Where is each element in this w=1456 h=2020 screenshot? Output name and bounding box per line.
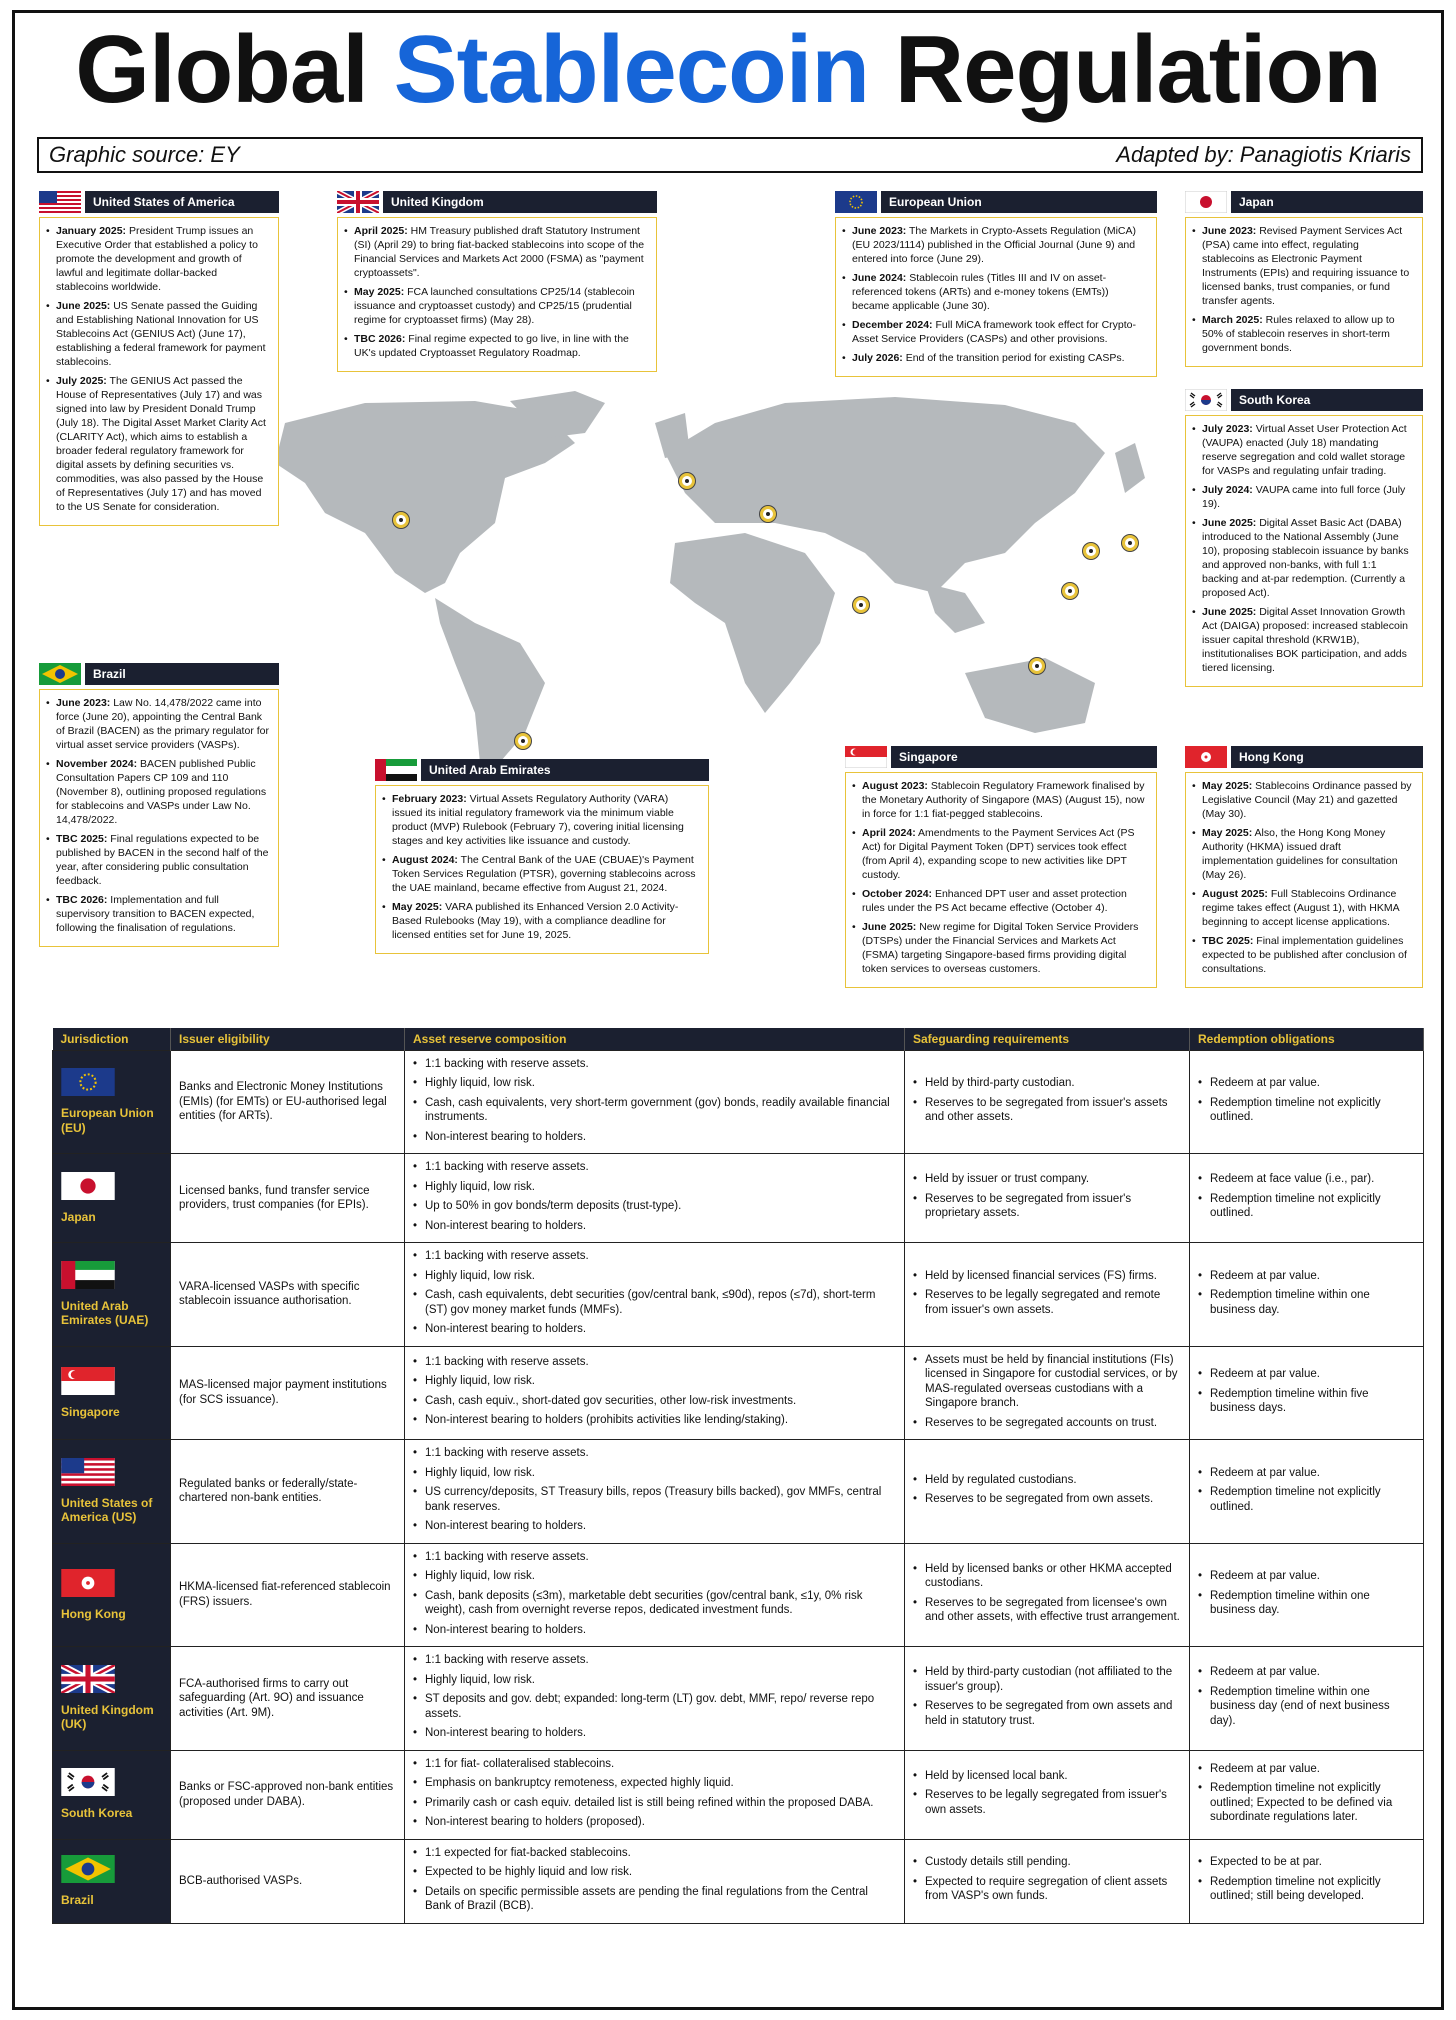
redemption-cell (1190, 1839, 1424, 1923)
list-item: • Redemption timeline not explicitly outlined; Expected to be defined via subordinate regulations later. (1198, 1781, 1415, 1825)
issuer-cell: Licensed banks, fund transfer service providers, trust companies (for EPIs). (171, 1154, 405, 1243)
issuer-cell: FCA-authorised firms to carry out safeguarding (Art. 9O) and issuance activities (Art. 9M). (171, 1647, 405, 1751)
timeline-entry: • TBC 2026: Implementation and full supervisory transition to BACEN expected, following the finalisation of regulations. (46, 893, 270, 935)
timeline-entry: • June 2025: Digital Asset Innovation Growth Act (DAIGA) proposed: increased stablecoin issuer capital threshold (KRW1B), institutionalises BOK participation, and adds tiered licensing. (1192, 605, 1414, 675)
jurisdiction-cell: United Kingdom (UK) (53, 1647, 171, 1751)
list-item: • Redeem at par value. (1198, 1466, 1415, 1481)
timeline-entry: • August 2024: The Central Bank of the UAE (CBUAE)'s Payment Token Services Regulation (PTSR), governing stablecoins across the UAE mainland, became effective from August 21, 2024. (382, 853, 700, 895)
timeline-entry: • June 2023: The Markets in Crypto-Assets Regulation (MiCA) (EU 2023/1114) published in the Official Journal (June 9) and entered into force (June 29). (842, 224, 1148, 266)
column-header: Issuer eligibility (171, 1028, 405, 1050)
timeline-entry: • TBC 2025: Final implementation guidelines expected to be published after conclusion of consultations. (1192, 934, 1414, 976)
hongkong-flag-icon (61, 1569, 115, 1597)
redemption-cell (1190, 1750, 1424, 1839)
list-item: • Redemption timeline not explicitly outlined. (1198, 1096, 1415, 1125)
timeline-entry: • April 2025: HM Treasury published draft Statutory Instrument (SI) (April 29) to bring fiat-backed stablecoins into scope of the Financial Services and Markets Act 2000 (FSMA) as "payment cryptoassets". (344, 224, 648, 280)
safeguarding-cell (905, 1243, 1190, 1347)
timeline-entry: • June 2025: New regime for Digital Token Service Providers (DTSPs) under the Financial Services and Markets Act (FSMA) targeting Singapore-based firms providing digital token services to overseas customers. (852, 920, 1148, 976)
country-box-uae (375, 759, 709, 954)
eu-flag-icon (61, 1068, 115, 1096)
adapted-by: Adapted by: Panagiotis Kriaris (1116, 142, 1411, 167)
table-row (53, 1440, 1424, 1544)
timeline-entry: • March 2025: Rules relaxed to allow up to 50% of stablecoin reserves in short-term government bonds. (1192, 313, 1414, 355)
jurisdiction-cell: United States of America (US) (53, 1440, 171, 1544)
list-item: • 1:1 backing with reserve assets. (413, 1446, 896, 1461)
country-name: European Union (881, 191, 1157, 213)
list-item: • Reserves to be legally segregated and remote from issuer's own assets. (913, 1288, 1181, 1317)
list-item: • Non-interest bearing to holders (proposed). (413, 1815, 896, 1830)
assets-cell (405, 1243, 905, 1347)
list-item: • Highly liquid, low risk. (413, 1180, 896, 1195)
timeline-entry: • November 2024: BACEN published Public Consultation Papers CP 109 and 110 (November 8), outlining proposed regulations for stablecoins and VASPs under Law No. 14,478/2022. (46, 757, 270, 827)
list-item: • Held by regulated custodians. (913, 1473, 1181, 1488)
list-item: • Held by licensed banks or other HKMA accepted custodians. (913, 1562, 1181, 1591)
list-item: • Held by third-party custodian (not affiliated to the issuer's group). (913, 1665, 1181, 1694)
timeline-entry: • May 2025: VARA published its Enhanced Version 2.0 Activity-Based Rulebooks (May 19), with a compliance deadline for licensed entities set for June 19, 2025. (382, 900, 700, 942)
list-item: • 1:1 backing with reserve assets. (413, 1355, 896, 1370)
table-row (53, 1050, 1424, 1154)
redemption-cell (1190, 1154, 1424, 1243)
country-box-eu (835, 191, 1157, 377)
list-item: • Held by third-party custodian. (913, 1076, 1181, 1091)
list-item: • Up to 50% in gov bonds/term deposits (trust-type). (413, 1199, 896, 1214)
country-box-korea (1185, 389, 1423, 687)
issuer-cell: BCB-authorised VASPs. (171, 1839, 405, 1923)
timeline-entry: • June 2023: Law No. 14,478/2022 came into force (June 20), appointing the Central Bank of Brazil (BACEN) as the primary regulator for virtual asset service providers (VASPs). (46, 696, 270, 752)
uae-flag-icon (61, 1261, 115, 1289)
column-header: Asset reserve composition (405, 1028, 905, 1050)
jurisdiction-cell: Hong Kong (53, 1543, 171, 1647)
uk-flag-icon (61, 1665, 115, 1693)
brazil-marker (515, 733, 531, 749)
safeguarding-cell (905, 1050, 1190, 1154)
list-item: • Held by issuer or trust company. (913, 1172, 1181, 1187)
column-header: Jurisdiction (53, 1028, 171, 1050)
timeline-entry: • July 2025: The GENIUS Act passed the House of Representatives (July 17) and was signed into law by President Donald Trump (July 18). The Digital Asset Market Clarity Act (CLARITY Act), which aims to establish a broader federal regulatory framework for digital assets by defining securities vs. commodities, was also passed by the House of Representatives (July 17) and has moved to the US Senate for consideration. (46, 374, 270, 514)
list-item: • Reserves to be segregated from own assets and held in statutory trust. (913, 1699, 1181, 1728)
singapore-flag-icon (845, 746, 887, 768)
timeline-entry: • July 2023: Virtual Asset User Protection Act (VAUPA) enacted (July 18) mandating reserve segregation and cold wallet storage for VASPs and regulating unfair trading. (1192, 422, 1414, 478)
list-item: • Redemption timeline not explicitly outlined. (1198, 1192, 1415, 1221)
list-item: • Redemption timeline not explicitly outlined. (1198, 1485, 1415, 1514)
list-item: • Highly liquid, low risk. (413, 1466, 896, 1481)
world-map (245, 383, 1205, 773)
uae-marker (853, 597, 869, 613)
timeline-entry: • June 2025: Digital Asset Basic Act (DABA) introduced to the National Assembly (June 10), proposing stablecoin issuance by banks and approved non-banks, with full 1:1 backing and at-par redemption. (Currently a proposed Act). (1192, 516, 1414, 600)
timeline-entry: • May 2025: FCA launched consultations CP25/14 (stablecoin issuance and cryptoasset custody) and CP25/15 (prudential regime for cryptoasset firms) (May 28). (344, 285, 648, 327)
timeline-entry: • August 2025: Full Stablecoins Ordinance regime takes effect (August 1), with HKMA beginning to accept license applications. (1192, 887, 1414, 929)
list-item: • Non-interest bearing to holders. (413, 1322, 896, 1337)
issuer-cell: Banks or FSC-approved non-bank entities (proposed under DABA). (171, 1750, 405, 1839)
timeline-entry: • February 2023: Virtual Assets Regulatory Authority (VARA) issued its initial regulatory framework via the minimum viable product (MVP) Rulebook (February 7), covering initial licensing stages and key activities like issuance and custody. (382, 792, 700, 848)
timeline-entry: • August 2023: Stablecoin Regulatory Framework finalised by the Monetary Authority of Singapore (MAS) (August 15), now in force for 1:1 fiat-pegged stablecoins. (852, 779, 1148, 821)
table-row (53, 1243, 1424, 1347)
timeline-entry: • October 2024: Enhanced DPT user and asset protection rules under the PS Act became effective (October 4). (852, 887, 1148, 915)
country-name: United States of America (85, 191, 279, 213)
list-item: • Non-interest bearing to holders. (413, 1130, 896, 1145)
redemption-cell (1190, 1050, 1424, 1154)
list-item: • Cash, cash equiv., short-dated gov securities, other low-risk investments. (413, 1394, 896, 1409)
list-item: • Details on specific permissible assets are pending the final regulations from the Central Bank of Brazil (BCB). (413, 1885, 896, 1914)
country-name: Japan (1231, 191, 1423, 213)
table-header-row (53, 1028, 1424, 1050)
country-box-singapore (845, 746, 1157, 988)
table-row (53, 1647, 1424, 1751)
timeline-entry: • January 2025: President Trump issues an Executive Order that established a policy to promote the development and growth of lawful and legitimate dollar-backed stablecoins worldwide. (46, 224, 270, 294)
infographic (12, 10, 1444, 2010)
redemption-cell (1190, 1647, 1424, 1751)
assets-cell (405, 1440, 905, 1544)
timeline-entry: • July 2024: VAUPA came into full force (July 19). (1192, 483, 1414, 511)
assets-cell (405, 1839, 905, 1923)
safeguarding-cell (905, 1440, 1190, 1544)
list-item: • Non-interest bearing to holders. (413, 1519, 896, 1534)
list-item: • Redemption timeline within five business days. (1198, 1387, 1415, 1416)
page-title: Global Stablecoin Regulation (75, 16, 1381, 123)
brazil-flag-icon (61, 1855, 115, 1883)
singapore-marker (1029, 658, 1045, 674)
table-row (53, 1346, 1424, 1440)
timeline-entry: • TBC 2026: Final regime expected to go live, in line with the UK's updated Cryptoasset Regulatory Roadmap. (344, 332, 648, 360)
assets-cell (405, 1154, 905, 1243)
korea-flag-icon (1185, 389, 1227, 411)
timeline-entry: • June 2025: US Senate passed the Guiding and Establishing National Innovation for US Stablecoins Act (GENIUS Act) (June 17), establishing a federal framework for payment stablecoins. (46, 299, 270, 369)
list-item: • Redeem at face value (i.e., par). (1198, 1172, 1415, 1187)
timeline-entry: • December 2024: Full MiCA framework took effect for Crypto-Asset Service Providers (CASPs) and other provisions. (842, 318, 1148, 346)
safeguarding-cell (905, 1839, 1190, 1923)
table-row (53, 1543, 1424, 1647)
country-name: Singapore (891, 746, 1157, 768)
jurisdiction-cell: European Union (EU) (53, 1050, 171, 1154)
country-name: United Kingdom (383, 191, 657, 213)
list-item: • US currency/deposits, ST Treasury bills, repos (Treasury bills backed), gov MMFs, central bank reserves. (413, 1485, 896, 1514)
list-item: • Reserves to be legally segregated from issuer's own assets. (913, 1788, 1181, 1817)
eu-flag-icon (835, 191, 877, 213)
country-box-usa (39, 191, 279, 526)
singapore-flag-icon (61, 1367, 115, 1395)
redemption-cell (1190, 1243, 1424, 1347)
list-item: • Reserves to be segregated from own assets. (913, 1492, 1181, 1507)
assets-cell (405, 1543, 905, 1647)
list-item: • Primarily cash or cash equiv. detailed list is still being refined within the proposed DABA. (413, 1796, 896, 1811)
jurisdiction-cell: Singapore (53, 1346, 171, 1440)
list-item: • Redemption timeline within one business day (end of next business day). (1198, 1685, 1415, 1729)
list-item: • 1:1 backing with reserve assets. (413, 1550, 896, 1565)
assets-cell (405, 1647, 905, 1751)
timeline-entry: • TBC 2025: Final regulations expected to be published by BACEN in the second half of the year, after considering public consultation feedback. (46, 832, 270, 888)
issuer-cell: VARA-licensed VASPs with specific stablecoin issuance authorisation. (171, 1243, 405, 1347)
japan-marker (1122, 535, 1138, 551)
table-row (53, 1750, 1424, 1839)
list-item: • 1:1 for fiat- collateralised stablecoins. (413, 1757, 896, 1772)
list-item: • Highly liquid, low risk. (413, 1269, 896, 1284)
list-item: • Assets must be held by financial institutions (FIs) licensed in Singapore for custodial services, or by MAS-regulated overseas custodians with a Singapore branch. (913, 1353, 1181, 1411)
list-item: • Redeem at par value. (1198, 1076, 1415, 1091)
country-box-japan (1185, 191, 1423, 367)
list-item: • Reserves to be segregated accounts on trust. (913, 1416, 1181, 1431)
jurisdiction-cell: Brazil (53, 1839, 171, 1923)
list-item: • 1:1 backing with reserve assets. (413, 1160, 896, 1175)
list-item: • Cash, cash equivalents, very short-term government (gov) bonds, readily available financial instruments. (413, 1096, 896, 1125)
uae-flag-icon (375, 759, 417, 781)
assets-cell (405, 1750, 905, 1839)
column-header: Safeguarding requirements (905, 1028, 1190, 1050)
country-name: Brazil (85, 663, 279, 685)
safeguarding-cell (905, 1750, 1190, 1839)
list-item: • Highly liquid, low risk. (413, 1569, 896, 1584)
list-item: • Redeem at par value. (1198, 1269, 1415, 1284)
brazil-flag-icon (39, 663, 81, 685)
jurisdiction-cell: South Korea (53, 1750, 171, 1839)
list-item: • Redemption timeline within one business day. (1198, 1589, 1415, 1618)
redemption-cell (1190, 1543, 1424, 1647)
list-item: • Reserves to be segregated from issuer's proprietary assets. (913, 1192, 1181, 1221)
safeguarding-cell (905, 1346, 1190, 1440)
timeline-entry: • June 2024: Stablecoin rules (Titles III and IV on asset-referenced tokens (ARTs) and e-money tokens (EMTs)) became applicable (June 30). (842, 271, 1148, 313)
country-name: United Arab Emirates (421, 759, 709, 781)
assets-cell (405, 1346, 905, 1440)
hongkong-flag-icon (1185, 746, 1227, 768)
country-box-brazil (39, 663, 279, 947)
issuer-cell: Banks and Electronic Money Institutions (EMIs) (for EMTs) or EU-authorised legal entities (for ARTs). (171, 1050, 405, 1154)
redemption-cell (1190, 1440, 1424, 1544)
uk-flag-icon (337, 191, 379, 213)
list-item: • Non-interest bearing to holders. (413, 1219, 896, 1234)
list-item: • Cash, bank deposits (≤3m), marketable debt securities (gov/central bank, ≤1y, 0% risk weight), cash from overnight reverse repos, dedicated investment funds. (413, 1589, 896, 1618)
issuer-cell: HKMA-licensed fiat-referenced stablecoin (FRS) issuers. (171, 1543, 405, 1647)
list-item: • Non-interest bearing to holders. (413, 1623, 896, 1638)
list-item: • Reserves to be segregated from licensee's own and other assets, with effective trust arrangement. (913, 1596, 1181, 1625)
country-name: South Korea (1231, 389, 1423, 411)
jurisdiction-cell: Japan (53, 1154, 171, 1243)
eu-marker (760, 506, 776, 522)
list-item: • Redemption timeline within one business day. (1198, 1288, 1415, 1317)
table-row (53, 1154, 1424, 1243)
country-box-hongkong (1185, 746, 1423, 988)
us-flag-icon (61, 1458, 115, 1486)
hongkong-marker (1062, 583, 1078, 599)
safeguarding-cell (905, 1543, 1190, 1647)
safeguarding-cell (905, 1154, 1190, 1243)
list-item: • 1:1 backing with reserve assets. (413, 1057, 896, 1072)
list-item: • Redeem at par value. (1198, 1762, 1415, 1777)
list-item: • Held by licensed local bank. (913, 1769, 1181, 1784)
list-item: • Held by licensed financial services (FS) firms. (913, 1269, 1181, 1284)
list-item: • Redeem at par value. (1198, 1367, 1415, 1382)
us-flag-icon (39, 191, 81, 213)
regulation-comparison-table (52, 1028, 1424, 1924)
list-item: • Highly liquid, low risk. (413, 1076, 896, 1091)
list-item: • Reserves to be segregated from issuer's assets and other assets. (913, 1096, 1181, 1125)
korea-marker (1083, 543, 1099, 559)
timeline-entry: • May 2025: Stablecoins Ordinance passed by Legislative Council (May 21) and gazetted (May 30). (1192, 779, 1414, 821)
list-item: • Highly liquid, low risk. (413, 1374, 896, 1389)
column-header: Redemption obligations (1190, 1028, 1424, 1050)
list-item: • Cash, cash equivalents, debt securities (gov/central bank, ≤90d), repos (≤7d), short-term (ST) gov money market funds (MMFs). (413, 1288, 896, 1317)
timeline-entry: • April 2024: Amendments to the Payment Services Act (PS Act) for Digital Payment Token (DPT) services took effect (from April 4), expanding scope to new activities like DPT custody. (852, 826, 1148, 882)
list-item: • Non-interest bearing to holders. (413, 1726, 896, 1741)
timeline-entry: • May 2025: Also, the Hong Kong Money Authority (HKMA) issued draft implementation guidelines for consultation (May 26). (1192, 826, 1414, 882)
redemption-cell (1190, 1346, 1424, 1440)
list-item: • Redeem at par value. (1198, 1665, 1415, 1680)
list-item: • Expected to require segregation of client assets from VASP's own funds. (913, 1875, 1181, 1904)
list-item: • Highly liquid, low risk. (413, 1673, 896, 1688)
list-item: • 1:1 backing with reserve assets. (413, 1653, 896, 1668)
jurisdiction-cell: United Arab Emirates (UAE) (53, 1243, 171, 1347)
safeguarding-cell (905, 1647, 1190, 1751)
japan-flag-icon (61, 1172, 115, 1200)
table-row (53, 1839, 1424, 1923)
assets-cell (405, 1050, 905, 1154)
japan-flag-icon (1185, 191, 1227, 213)
list-item: • 1:1 expected for fiat-backed stablecoins. (413, 1846, 896, 1861)
list-item: • ST deposits and gov. debt; expanded: long-term (LT) gov. debt, MMF, repo/ reverse repo assets. (413, 1692, 896, 1721)
list-item: • Expected to be at par. (1198, 1855, 1415, 1870)
list-item: • Redemption timeline not explicitly outlined; still being developed. (1198, 1875, 1415, 1904)
country-box-uk (337, 191, 657, 372)
country-name: Hong Kong (1231, 746, 1423, 768)
timeline-entry: • June 2023: Revised Payment Services Act (PSA) came into effect, regulating stablecoins as Electronic Payment Instruments (EPIs) and requiring issuance to licensed banks, trust companies, or fund transfer agents. (1192, 224, 1414, 308)
list-item: • Non-interest bearing to holders (prohibits activities like lending/staking). (413, 1413, 896, 1428)
table-body (53, 1050, 1424, 1923)
list-item: • 1:1 backing with reserve assets. (413, 1249, 896, 1264)
list-item: • Custody details still pending. (913, 1855, 1181, 1870)
list-item: • Expected to be highly liquid and low risk. (413, 1865, 896, 1880)
korea-flag-icon (61, 1768, 115, 1796)
us-marker (393, 512, 409, 528)
uk-marker (679, 473, 695, 489)
issuer-cell: MAS-licensed major payment institutions (for SCS issuance). (171, 1346, 405, 1440)
source-bar (37, 137, 1423, 173)
list-item: • Emphasis on bankruptcy remoteness, expected highly liquid. (413, 1776, 896, 1791)
graphic-source: Graphic source: EY (49, 142, 240, 167)
timeline-entry: • July 2026: End of the transition period for existing CASPs. (842, 351, 1148, 365)
list-item: • Redeem at par value. (1198, 1569, 1415, 1584)
issuer-cell: Regulated banks or federally/state-chartered non-bank entities. (171, 1440, 405, 1544)
